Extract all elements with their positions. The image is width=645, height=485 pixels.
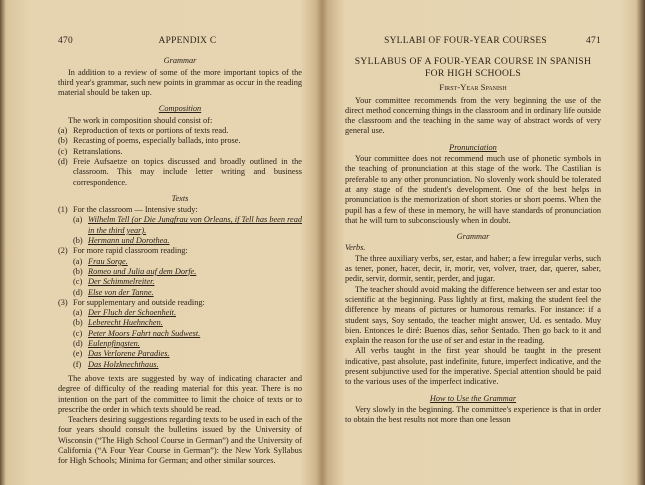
texts-entry-label: (a) (73, 215, 83, 225)
composition-item (58, 147, 302, 157)
texts-group-label: (2) (58, 246, 68, 256)
texts-list (58, 205, 302, 370)
texts-entry-text: Der Schimmelreiter. (88, 277, 155, 287)
composition-heading: Composition (158, 104, 202, 114)
left-running-header (58, 36, 302, 46)
texts-entry-label: (c) (73, 277, 83, 287)
texts-entry-text: Romeo und Julia auf dem Dorfe. (88, 266, 197, 276)
texts-entry-text: Wilhelm Tell (or Die Jungfrau von Orleans, if Tell has been read in the third year). (88, 215, 302, 235)
texts-group-text: For more rapid classroom reading: (73, 246, 188, 256)
main-title: SYLLABUS OF A FOUR-YEAR COURSE IN SPANISH FOR HIGH SCHOOLS (354, 56, 592, 80)
how-to-paragraph: Very slowly in the beginning. The committee's experience is that in order to obtain the best results not more than one lesson (345, 404, 601, 425)
left-page (0, 0, 322, 485)
composition-item-text: Recasting of poems, especially ballads, into prose. (73, 136, 241, 146)
texts-entry-text: Eulenpfingsten. (88, 339, 140, 349)
texts-entry-label: (c) (73, 328, 83, 338)
left-page-number: 470 (58, 36, 73, 46)
right-running-head: SYLLABI OF FOUR-YEAR COURSES (384, 36, 547, 46)
texts-entry (58, 308, 302, 318)
composition-item-label: (b) (58, 136, 68, 146)
closing-paragraphs (58, 374, 302, 467)
texts-entry-label: (b) (73, 318, 83, 328)
texts-entry-text: Peter Moors Fahrt nach Sudwest. (88, 328, 201, 338)
texts-entry-label: (f) (73, 359, 82, 369)
texts-entry (58, 349, 302, 359)
composition-item (58, 126, 302, 136)
texts-entry-label: (d) (73, 339, 83, 349)
composition-item-text: Freie Aufsaetze on topics discussed and broadly outlined in the classroom. This may include letter writing and business correspondence. (73, 156, 302, 187)
composition-list (58, 126, 302, 188)
texts-entry-label: (b) (73, 236, 83, 246)
right-page-content (345, 36, 601, 426)
texts-group-label: (1) (58, 205, 68, 215)
texts-entry (58, 288, 302, 298)
texts-group (58, 205, 302, 215)
texts-entry-text: Leberecht Huehnchen. (88, 318, 163, 328)
pronunciation-heading: Pronunciation (449, 142, 497, 152)
texts-entry-text: Das Verlorene Paradies. (88, 349, 170, 359)
how-to-heading: How to Use the Grammar (429, 393, 517, 403)
verbs-paragraph: The teacher should avoid making the difference between ser and estar too scientific at the beginning. Pass lightly at first, making the student feel the difference by means of pictures or humorous remarks. For instance: if a student says, Soy sentado, the teacher might answer, Ud. es sentado. Muy bien. Entonces le diré: Buenos días, señor Sentado. Then go back to it and explain the reason for the use of ser and estar in the reading. (345, 284, 601, 346)
texts-entry-text: Der Fluch der Schoenheit. (88, 308, 177, 318)
texts-entry (58, 215, 302, 236)
texts-group-text: For supplementary and outside reading: (73, 297, 205, 307)
texts-entry-label: (a) (73, 308, 83, 318)
texts-group (58, 246, 302, 256)
texts-entry (58, 318, 302, 328)
verbs-label: Verbs. (345, 243, 366, 253)
verbs-paragraph: All verbs taught in the first year should be taught in the present indicative, past absolute, past indefinite, future, imperfect indicative, and the present subjunctive used for the imperative. Special attention should be paid to the various uses of the imperfect indicative. (345, 346, 601, 387)
texts-entry-text: Das Holzknechthaus. (88, 359, 159, 369)
texts-entry (58, 329, 302, 339)
texts-group-label: (3) (58, 297, 68, 307)
texts-entry (58, 360, 302, 370)
texts-heading: Texts (171, 193, 189, 203)
left-page-content (58, 36, 302, 467)
texts-entry (58, 267, 302, 277)
texts-group (58, 298, 302, 308)
right-grammar-heading: Grammar (456, 232, 490, 242)
texts-entry-text: Frau Sorge. (88, 256, 128, 266)
grammar-heading: Grammar (163, 56, 197, 66)
left-running-head: APPENDIX C (158, 36, 217, 46)
texts-entry-text: Else von der Tanne. (88, 287, 154, 297)
right-running-header (345, 36, 601, 46)
composition-item (58, 157, 302, 188)
closing-paragraph: The above texts are suggested by way of indicating character and degree of difficulty of the reading material for this year. There is no intention on the part of the committee to limit the choice of texts or to prescribe the order in which texts should be read. (58, 373, 302, 414)
right-page-number: 471 (586, 36, 601, 46)
composition-intro: The work in composition should consist of: (68, 115, 213, 125)
composition-item-label: (c) (58, 146, 68, 156)
pronunciation-paragraph: Your committee does not recommend much use of phonetic symbols in the teaching of pronunciation at this stage of the work. The Castilian is preferable to any other pronunciation. No slovenly work should be tolerated at any stage of the student's development. One of the best helps in pronunciation is the memorization of short stories or short poems. When the pupil has a few of these in memory, he will have standards of pronunciation that he will turn to subconsciously when in doubt. (345, 154, 601, 225)
composition-item (58, 136, 302, 146)
texts-entry-text: Hermann und Dorothea. (88, 236, 170, 246)
texts-group-text: For the classroom — Intensive study: (73, 205, 198, 215)
texts-entry-label: (a) (73, 256, 83, 266)
texts-entry-label: (b) (73, 266, 83, 276)
verbs-paragraph: The three auxiliary verbs, ser, estar, and haber; a few irregular verbs, such as tener, poner, hacer, decir, ir, morir, ver, volver, traer, dar, querer, saber, pedir, servir, dormir, sentir, perder, and jugar. (345, 253, 601, 284)
texts-entry-label: (e) (73, 349, 83, 359)
texts-entry (58, 277, 302, 287)
texts-entry (58, 339, 302, 349)
intro-paragraph: Your committee recommends from the very beginning the use of the direct method concerning things in the classroom and in ordinary life outside the classroom and the teaching in the same way of abstract words of very general use. (345, 95, 601, 136)
texts-entry (58, 257, 302, 267)
first-year-heading: First-Year Spanish (439, 82, 507, 93)
composition-item-text: Reproduction of texts or portions of texts read. (73, 126, 229, 136)
composition-item-label: (d) (58, 156, 68, 166)
texts-entry (58, 236, 302, 246)
right-page (323, 0, 645, 485)
texts-entry-label: (d) (73, 287, 83, 297)
verbs-paragraphs (345, 254, 601, 388)
grammar-text: In addition to a review of some of the more important topics of the third year's grammar, such new points in grammar as occur in the reading material should be taken up. (58, 67, 302, 98)
closing-paragraph: Teachers desiring suggestions regarding texts to be used in each of the four years should consult the bulletins issued by the University of Wisconsin (“The High School Course in German”) and the University of California (“A Four Year Course in German”): the New York Syllabus for High Schools; Minima for German; and other similar sources. (58, 415, 302, 466)
composition-item-text: Retranslations. (73, 146, 123, 156)
composition-item-label: (a) (58, 126, 68, 136)
